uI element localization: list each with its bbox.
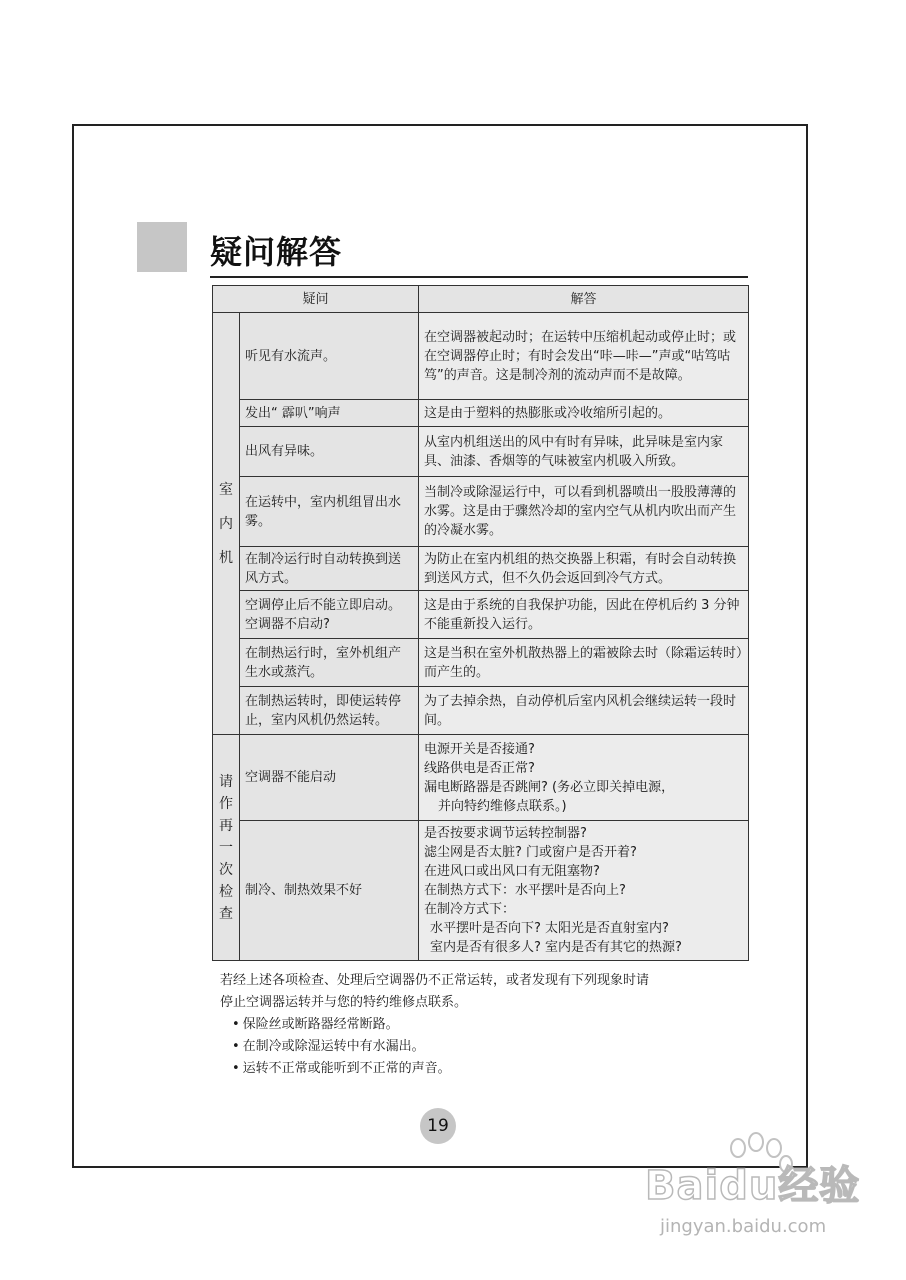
- answer-line: 是否按要求调节运转控制器?: [424, 826, 587, 841]
- title-marker-block: [137, 222, 187, 272]
- table-row: [213, 687, 749, 735]
- answer-line: 室内是否有很多人? 室内是否有其它的热源?: [430, 940, 682, 955]
- question-cell: 在运转中，室内机组冒出水雾。: [240, 477, 419, 547]
- faq-table: [212, 285, 749, 961]
- list-item-text: 在制冷或除湿运转中有水漏出。: [242, 1039, 425, 1054]
- list-item: [220, 1014, 740, 1036]
- baidu-watermark-url: jingyan.baidu.com: [660, 1216, 827, 1237]
- baidu-watermark-brand: [645, 1162, 860, 1210]
- brand-cn: 经验: [778, 1163, 861, 1209]
- note-line-1: 若经上述各项检查、处理后空调器仍不正常运转，或者发现有下列现象时请: [220, 973, 650, 988]
- answer-line: 这是当积在室外机散热器上的霜被除去时（除霜运转时）而产生的。: [424, 645, 743, 680]
- answer-cell: [419, 639, 749, 687]
- answer-line: 并向特约维修点联系。): [438, 798, 567, 814]
- table-row: [213, 477, 749, 547]
- answer-cell: [419, 735, 749, 821]
- question-header: 疑问: [213, 286, 419, 313]
- answer-cell: [419, 687, 749, 735]
- answer-line: 线路供电是否正常?: [424, 760, 535, 776]
- answer-line: 这是由于系统的自我保护功能，因此在停机后约 3 分钟不能重新投入运行。: [424, 597, 740, 632]
- list-item-text: 保险丝或断路器经常断路。: [242, 1017, 399, 1032]
- question-cell: 空调停止后不能立即启动。空调器不启动?: [240, 591, 419, 639]
- answer-line: 从室内机组送出的风中有时有异味，此异味是室内家具、油漆、香烟等的气味被室内机吸入所致。: [424, 434, 724, 469]
- page-number-badge: 19: [420, 1108, 456, 1144]
- faq-header-row: [213, 286, 749, 313]
- list-item-text: 运转不正常或能听到不正常的声音。: [242, 1061, 451, 1076]
- answer-cell: [419, 821, 749, 961]
- answer-cell: [419, 591, 749, 639]
- table-row: [213, 427, 749, 477]
- category-indoor-unit: [213, 313, 240, 735]
- answer-cell: [419, 400, 749, 427]
- bullet-icon: •: [232, 1061, 240, 1076]
- table-row: [213, 735, 749, 821]
- table-row: [213, 639, 749, 687]
- answer-line: 滤尘网是否太脏? 门或窗户是否开着?: [424, 845, 637, 860]
- category-label: 请作再一次检查: [219, 773, 233, 922]
- answer-line: 水平摆叶是否向下? 太阳光是否直射室内?: [430, 921, 669, 936]
- brand-latin: Baidu: [645, 1163, 779, 1209]
- answer-line: 在制热方式下：水平摆叶是否向上?: [424, 883, 626, 898]
- question-cell: 在制冷运行时自动转换到送风方式。: [240, 547, 419, 591]
- answer-line: 为防止在室内机组的热交换器上积霜，有时会自动转换到送风方式，但不久仍会返回到冷气方式。: [424, 551, 737, 586]
- question-cell: 发出“ 霹叭”响声: [240, 400, 419, 427]
- answer-cell: [419, 547, 749, 591]
- list-item: [220, 1058, 740, 1080]
- question-cell: 制冷、制热效果不好: [240, 821, 419, 961]
- category-label: 室内机: [219, 481, 233, 566]
- category-check-again: [213, 735, 240, 961]
- table-row: [213, 591, 749, 639]
- contact-note: [220, 970, 740, 1080]
- answer-line: 这是由于塑料的热膨胀或冷收缩所引起的。: [424, 405, 672, 421]
- answer-line: 漏电断路器是否跳闸? (务必立即关掉电源，: [424, 779, 675, 795]
- question-cell: 出风有异味。: [240, 427, 419, 477]
- answer-line: 电源开关是否接通?: [424, 741, 535, 757]
- question-cell: 在制热运转时，即使运转停止，室内风机仍然运转。: [240, 687, 419, 735]
- bullet-icon: •: [232, 1017, 240, 1032]
- answer-cell: [419, 427, 749, 477]
- answer-line: 当制冷或除湿运行中，可以看到机器喷出一股股薄薄的水雾。这是由于骤然冷却的室内空气从机内吹出而产生的冷凝水雾。: [424, 485, 737, 538]
- answer-line: 在进风口或出风口有无阻塞物?: [424, 864, 600, 879]
- answer-header: 解答: [419, 286, 749, 313]
- answer-line: 在空调器被起动时；在运转中压缩机起动或停止时；或在空调器停止时；有时会发出“咔—咔—”声或“咕笃咕笃”的声音。这是制冷剂的流动声而不是故障。: [424, 329, 737, 383]
- question-cell: 听见有水流声。: [240, 313, 419, 400]
- symptom-list: [220, 1014, 740, 1080]
- answer-line: 在制冷方式下：: [424, 902, 516, 917]
- title-underline: [210, 276, 748, 278]
- list-item: [220, 1036, 740, 1058]
- question-cell: 在制热运行时，室外机组产生水或蒸汽。: [240, 639, 419, 687]
- bullet-icon: •: [232, 1039, 240, 1054]
- answer-cell: [419, 313, 749, 400]
- question-cell: 空调器不能启动: [240, 735, 419, 821]
- table-row: [213, 400, 749, 427]
- note-line-2: 停止空调器运转并与您的特约维修点联系。: [220, 995, 468, 1010]
- table-row: [213, 313, 749, 400]
- table-row: [213, 547, 749, 591]
- answer-cell: [419, 477, 749, 547]
- answer-line: 为了去掉余热，自动停机后室内风机会继续运转一段时间。: [424, 693, 737, 728]
- page-title: 疑问解答: [210, 233, 343, 271]
- table-row: [213, 821, 749, 961]
